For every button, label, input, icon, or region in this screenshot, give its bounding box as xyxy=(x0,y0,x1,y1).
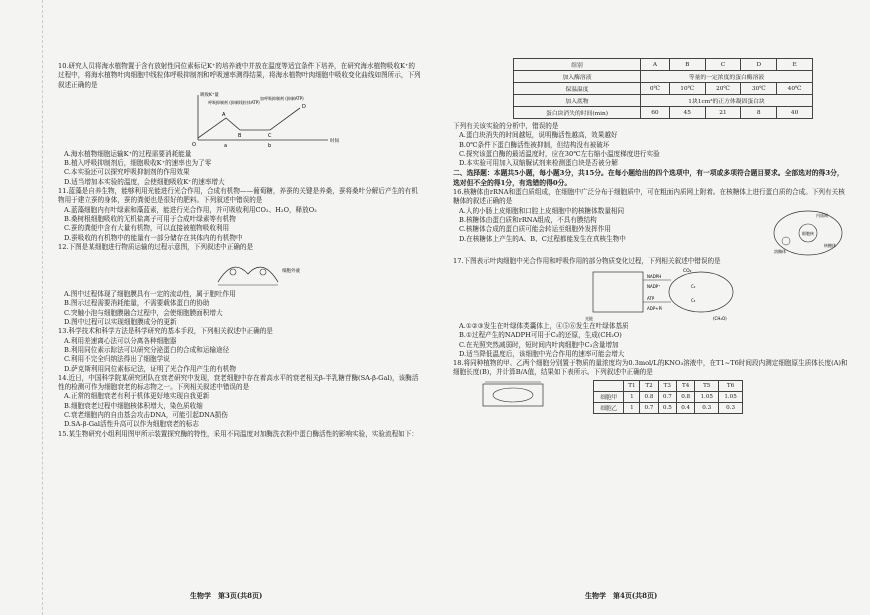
origin-label: O xyxy=(192,141,196,148)
table-cell: B xyxy=(669,59,705,71)
question-15 xyxy=(58,430,421,439)
table-cell: 45 xyxy=(669,107,705,119)
q14-option-c: C.衰老细胞内的自由基会攻击DNA，可能引起DNA损伤 xyxy=(64,411,228,420)
q16-option-d: D.在核糖体上产生的A、B、C过程都能发生在真核生物中 xyxy=(459,234,626,243)
q11-option-a: A.蓝藻细胞内有叶绿素和藻蓝素，能进行光合作用，并可吸收利用CO₂、H₂O，释放O₂ xyxy=(64,205,317,214)
question-17 xyxy=(453,257,848,359)
q16-option-c: C.核糖体合成的蛋白质可能会转运至细胞外发挥作用 xyxy=(459,225,611,234)
question-16 xyxy=(453,188,848,257)
table-cell: 0.3 xyxy=(719,402,743,413)
question-10-stem: 10.研究人员将海水植物置于含有放射性同位素标记K⁺的培养液中并放在温度等适宜条件下培养，在研究海水植物吸收K⁺的过程中，将海水植物叶肉细胞中线粒体呼吸抑制剂和呼吸速率测得结果，将海水植物叶肉细胞中吸收变化曲线如图所示，下列叙述正确的是 xyxy=(58,62,421,89)
table-cell: T3 xyxy=(658,380,676,391)
ch2o-label: (CH₂O) xyxy=(713,315,727,321)
q10-option-a: A.海水植物细胞运输K⁺的过程需要消耗能量 xyxy=(64,149,192,158)
q13-option-a: A.利用差速离心法可以分离各种细胞器 xyxy=(64,336,177,345)
table-row xyxy=(514,95,813,107)
q17-option-a: A.①②③发生在叶绿体类囊体上，④⑤⑥发生在叶绿体基质 xyxy=(459,321,629,330)
point-a-label: A xyxy=(222,111,226,118)
q14-option-a: A.正常的细胞衰老有利于机体更好地实现自我更新 xyxy=(64,392,210,401)
q12-option-d: D.图中过程可以实现细胞膜成分的更新 xyxy=(64,318,177,327)
q11-option-b: B.桑树根细胞吸收的无机盐离子可用于合成叶绿素等有机物 xyxy=(64,214,236,223)
table-cell: 等量的一定浓度的蛋白酶溶液 xyxy=(641,71,813,83)
table-cell: 加入底物 xyxy=(514,95,641,107)
table-cell: T5 xyxy=(695,380,719,391)
nucleus-label: 细胞核 xyxy=(802,230,814,236)
table-cell: T6 xyxy=(719,380,743,391)
table-cell: 0.8 xyxy=(676,391,694,402)
annotation-b: 加呼吸抑制剂 (抑制ATP) xyxy=(260,95,304,101)
q12-option-c: C.突触小泡与细胞膜融合过程中，会使细胞膜面积增大 xyxy=(64,308,223,317)
ribosome-cell-diagram xyxy=(768,207,848,257)
table-row xyxy=(514,83,813,95)
question-14-stem: 14.近日，中国科学院某研究团队在衰老研究中发现，衰老细胞中存在着高水平的衰老相关β-半乳糖苷酶(SA-β-Gal)，该酶活性的检测可作为细胞衰老的标志物之一。下列相关叙述中错误的是 xyxy=(58,373,419,392)
table-cell: T1 xyxy=(624,380,640,391)
question-12-stem: 12.下图是某细胞进行物质运输的过程示意图，下列叙述中正确的是 xyxy=(58,242,254,251)
x-tick-b: b xyxy=(268,142,272,149)
extracellular-label: 细胞外液 xyxy=(282,269,300,275)
table-cell: 60 xyxy=(641,107,670,119)
table-cell: T4 xyxy=(676,380,694,391)
table-cell: 1 xyxy=(624,391,640,402)
question-15-sub-stem: 下列有关该实验的分析中，错误的是 xyxy=(453,122,559,130)
table-cell: A xyxy=(641,59,670,71)
q12-option-b: B.图示过程需要消耗能量，不需要载体蛋白的协助 xyxy=(64,299,210,308)
question-12-figure xyxy=(208,252,421,290)
q15-option-d: D.本实验可用加入双缩脲试剂来检测蛋白块是否被分解 xyxy=(459,159,618,168)
table-cell: 8 xyxy=(741,107,777,119)
right-page-footer: 生物学 第4页(共8页) xyxy=(585,591,658,600)
question-17-stem: 17.下图表示叶肉细胞中光合作用和呼吸作用的部分物质变化过程，下列相关叙述中错误的是 xyxy=(453,256,721,265)
table-cell: 蛋白块消失的时间(min) xyxy=(514,107,641,119)
co2-label: CO₂ xyxy=(683,268,692,274)
point-b-label: B xyxy=(238,132,242,139)
cell-plasmolysis-diagram xyxy=(453,380,573,410)
table-cell: 细胞乙 xyxy=(594,402,624,413)
q14-option-d: D.SA-β-Gal活性升高可以作为细胞衰老的标志 xyxy=(64,420,199,429)
table-cell: 0.4 xyxy=(676,402,694,413)
table-cell: 10℃ xyxy=(669,83,705,95)
table-cell: 20℃ xyxy=(705,83,741,95)
lysosome-label: 溶酶体 xyxy=(774,248,786,254)
q10-option-b: B.植入呼吸抑制剂后，细胞吸收K⁺的速率也为了零 xyxy=(64,159,212,168)
point-c-label: C xyxy=(268,132,272,139)
q13-option-c: C.利用不完全归纳法得出了细胞学说 xyxy=(64,355,170,364)
nadp-label: NADP⁺ xyxy=(647,283,661,289)
section-2-heading: 二、选择题：本题共5小题，每小题3分，共15分。在每小题给出的四个选项中，有一项或多项符合题目要求。全部选对的得3分，选对但不全的得1分，有选错的得0分。 xyxy=(453,169,844,187)
table-cell: 0.5 xyxy=(658,402,676,413)
table-cell: 细胞甲 xyxy=(594,391,624,402)
table-cell: 0.7 xyxy=(658,391,676,402)
c5-label: C₅ xyxy=(691,297,696,303)
photosynthesis-cycle-diagram xyxy=(583,266,753,322)
table-cell: C xyxy=(705,59,741,71)
table-cell: E xyxy=(777,59,813,71)
q16-option-a: A.人的小肠上皮细胞和口腔上皮细胞中的核糖体数量相同 xyxy=(459,206,625,215)
table-row xyxy=(514,107,813,119)
q17-option-c: C.在光照突然减弱时，短时间内叶肉细胞中C₃含量增加 xyxy=(459,340,619,349)
question-17-figure xyxy=(583,266,848,322)
q11-option-d: D.蚕吸收的有机物中的能量有一部分储存在其体内的有机物中 xyxy=(64,233,243,242)
question-16-stem: 16.核糖体由rRNA和蛋白质组成，在细胞中广泛分布于细胞质中，可在粗面内质网上附着。在核糖体上进行蛋白质的合成。下列有关核糖体的叙述正确的是 xyxy=(453,188,845,206)
c3-label: C₃ xyxy=(691,283,696,289)
table-cell: 40 xyxy=(777,107,813,119)
question-13 xyxy=(58,327,421,373)
vesicle-diagram xyxy=(208,252,328,290)
er-label: 内质网 xyxy=(816,212,828,218)
table-cell: 1 xyxy=(624,402,640,413)
question-18 xyxy=(453,359,848,414)
q13-option-b: B.利用同位素示踪法可以研究分泌蛋白的合成和运输途径 xyxy=(64,345,230,354)
question-10-figure xyxy=(178,90,421,150)
table-cell: 30℃ xyxy=(741,83,777,95)
question-11 xyxy=(58,187,421,243)
question-12 xyxy=(58,243,421,327)
q17-option-b: B.①过程产生的NADPH可用于C₃的还原，生成(CH₂O) xyxy=(459,331,622,340)
q14-option-b: B.细胞衰老过程中细胞核体积增大，染色质收缩 xyxy=(64,401,203,410)
y-axis-label: 吸收K⁺量 xyxy=(200,92,219,98)
k-uptake-curve xyxy=(178,90,358,150)
question-15-continued xyxy=(453,122,848,168)
question-18-stem: 18.将同种植物的甲、乙两个细胞分别置于物质的量浓度均为0.3mol/L的KNO₃溶液中，在T1~T6时间段内测定细胞原生质体长度(A)和细胞长度(B)，并计算B/A值，结果如下表所示。下列叙述中正确的是 xyxy=(453,359,848,377)
table-row xyxy=(594,391,743,402)
light-label: 光能 xyxy=(585,315,593,321)
table-cell: 0.3 xyxy=(695,402,719,413)
q10-option-d: D.适当增加本实验的温度，会使细胞吸收K⁺的速率增大 xyxy=(64,177,225,186)
question-11-stem: 11.蓝藻是自养生物，能够利用光能进行光合作用，合成有机物——葡萄糖，养蚕的关键是养桑，蚕将桑叶分解后产生的有机物用于建立蚕的身体，蚕的粪便也是很好的肥料。下列叙述中错误的是 xyxy=(58,187,418,205)
q16-option-b: B.核糖体由蛋白质和rRNA组成，不具有膜结构 xyxy=(459,215,597,224)
table-header-row xyxy=(514,59,813,71)
table-cell: 21 xyxy=(705,107,741,119)
x-tick-a: a xyxy=(224,142,228,149)
q15-option-c: C.探究该蛋白酶的最适温度时，应在30℃左右缩小温度梯度进行实验 xyxy=(459,149,660,158)
table-cell: 0.7 xyxy=(640,402,658,413)
q11-option-c: C.蚕的粪便中含有大量有机物，可以直接被植物吸收利用 xyxy=(64,224,230,233)
q15-option-b: B.0℃条件下蛋白酶活性被抑制，但结构没有被破坏 xyxy=(459,140,610,149)
annotation-a: 呼吸抑制剂 (抑制线粒体ATP) xyxy=(208,99,260,105)
question-10 xyxy=(58,62,421,187)
left-page-footer: 生物学 第3页(共8页) xyxy=(190,591,263,600)
table-cell: 40℃ xyxy=(777,83,813,95)
nadph-label: NADPH xyxy=(647,273,662,279)
table-cell: 1.05 xyxy=(719,391,743,402)
table-cell: D xyxy=(741,59,777,71)
q10-option-c: C.本实验还可以探究呼吸抑制剂的作用效果 xyxy=(64,168,190,177)
enzyme-temperature-table xyxy=(513,58,813,119)
table-cell: 1.05 xyxy=(695,391,719,402)
q12-option-a: A.图中过程体现了细胞膜具有一定的流动性，属于胞吐作用 xyxy=(64,290,236,299)
point-d-label: D xyxy=(302,103,306,110)
x-axis-label: 时间 xyxy=(330,138,339,144)
ribosome-label: 核糖体 xyxy=(824,242,836,248)
cell-length-ratio-table xyxy=(593,380,743,414)
table-cell: 组别 xyxy=(514,59,641,71)
table-cell: T2 xyxy=(640,380,658,391)
q17-option-d: D.适当降低温度后，该细胞中光合作用的速率可能会增大 xyxy=(459,349,625,358)
right-page xyxy=(435,0,870,615)
question-13-stem: 13.科学技术和科学方法是科学研究的基本手段，下列相关叙述中正确的是 xyxy=(58,327,273,336)
table-cell: 保温温度 xyxy=(514,83,641,95)
table-cell: 1块1cm³的正方体凝固蛋白块 xyxy=(641,95,813,107)
table-row xyxy=(594,402,743,413)
table-cell: 0℃ xyxy=(641,83,670,95)
q15-option-a: A.蛋白块消失的时间越短，说明酶活性越高，效果越好 xyxy=(459,131,618,140)
q13-option-d: D.萨克斯利用同位素标记法，证明了光合作用产生的有机物 xyxy=(64,364,236,373)
question-15-stem: 15.某生物研究小组利用图甲所示装置探究酶的特性，采用不同温度对加酶洗衣粉中蛋白酶活性的影响实验，实验流程如下： xyxy=(58,429,418,438)
table-cell: 加入酶溶液 xyxy=(514,71,641,83)
adp-label: ADP+Pi xyxy=(647,305,663,311)
table-cell: 0.8 xyxy=(640,391,658,402)
table-cell xyxy=(594,380,624,391)
table-row xyxy=(514,71,813,83)
question-14 xyxy=(58,374,421,430)
atp-label: ATP xyxy=(647,295,655,301)
table-header-row xyxy=(594,380,743,391)
